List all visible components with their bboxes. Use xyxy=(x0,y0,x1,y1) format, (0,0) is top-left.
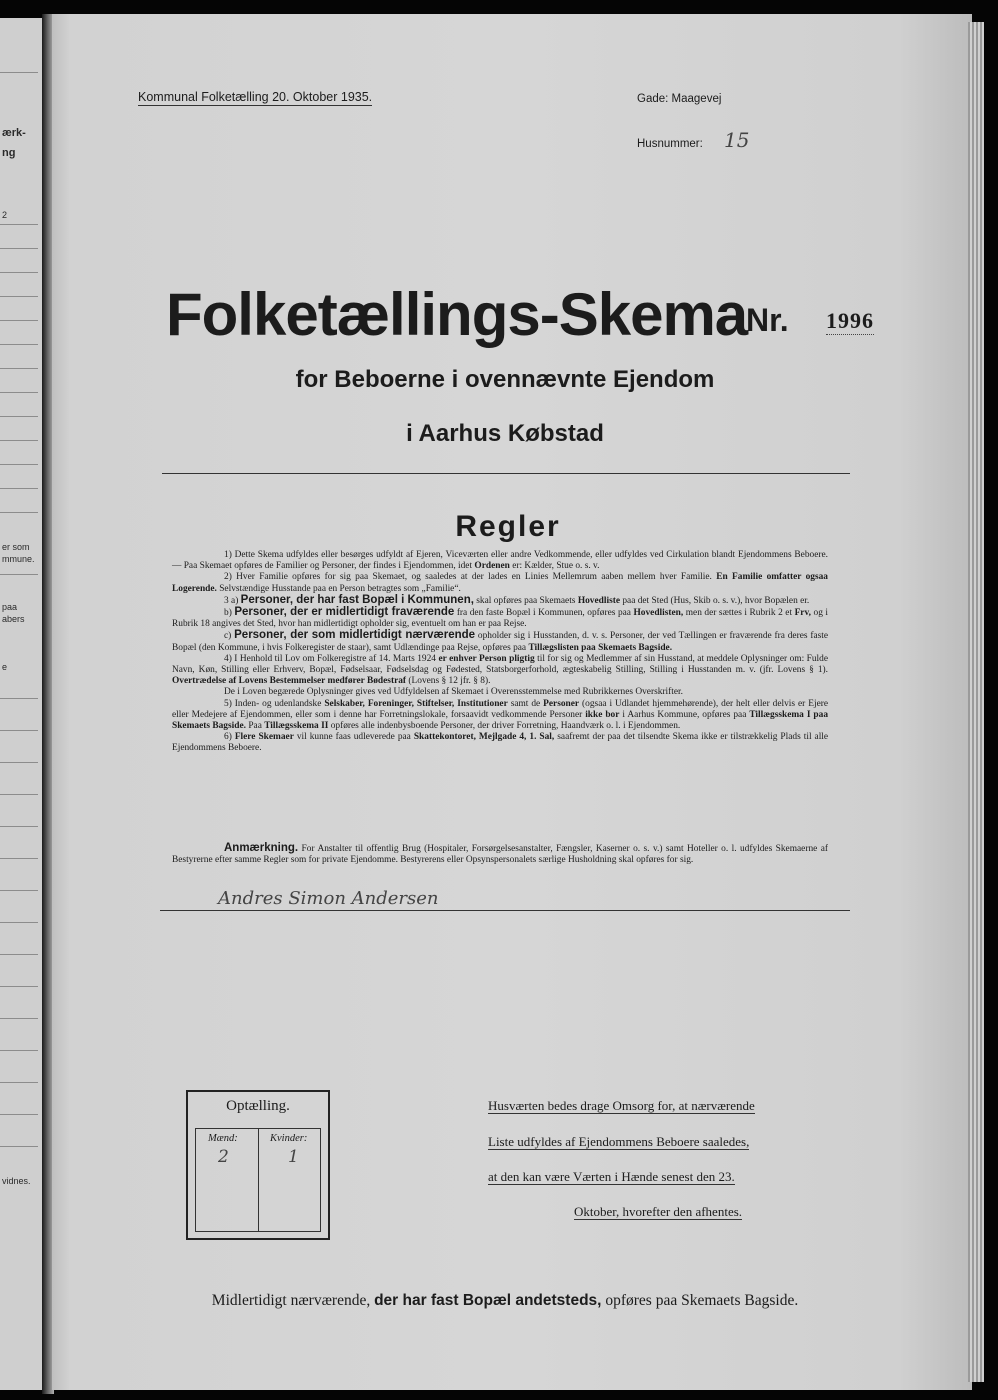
rule-4-note: De i Loven begærede Oplysninger gives ved Udfyldelsen af Skemaet i Overensstemmelse med Rubrikkernes Overskrifter. xyxy=(224,687,683,698)
page-stack-edge xyxy=(968,22,984,1382)
husvaerten-line-3: at den kan være Værten i Hænde senest den 23. xyxy=(488,1169,735,1184)
left-page-edge xyxy=(0,18,42,1390)
gade-label: Gade: xyxy=(637,93,669,105)
subtitle-town: i Aarhus Købstad xyxy=(406,420,604,447)
rule-2: 2) Hver Familie opføres for sig paa Skemaet, og saaledes at der lades en Linies Mellemrum aaben mellem hver Familie. En Familie omfatter ogsaa Logerende. Selvstændige Husstande paa en Person betragtes som „Familie“. xyxy=(172,572,828,594)
left-fragment: ng xyxy=(2,147,16,159)
signature-line xyxy=(160,910,850,911)
left-fragment: e xyxy=(2,662,8,672)
kvinder-count: 1 xyxy=(288,1147,299,1167)
anmaerkning-label: Anmærkning. xyxy=(224,842,299,854)
left-fragment: vidnes. xyxy=(2,1176,31,1186)
form-number: 1996 xyxy=(826,308,874,333)
census-header: Kommunal Folketælling 20. Oktober 1935. xyxy=(138,90,373,104)
gade-value: Maagevej xyxy=(671,93,722,105)
husvaerten-line-4: Oktober, hvorefter den afhentes. xyxy=(573,1204,743,1219)
husnummer-field xyxy=(637,128,749,152)
rule-1: 1) Dette Skema udfyldes eller besørges udfyldt af Ejeren, Viceværten eller andre Vedkommende, eller udfyldes ved Cirkulation blandt Ejendommens Beboere. — Paa Skemaet opføres de Familier og Personer, der findes i Ejendommen, idet Ordenen er: Kælder, Stue o. s. v. xyxy=(172,550,828,572)
form-title: Folketællings-Skema xyxy=(166,281,748,348)
rules-text xyxy=(172,550,828,755)
handwritten-signature: Andres Simon Andersen xyxy=(218,888,439,909)
left-fragment: abers xyxy=(2,614,25,624)
subtitle-residents: for Beboerne i ovennævnte Ejendom xyxy=(295,366,715,393)
husnummer-value: 15 xyxy=(724,128,750,152)
rules-heading: Regler xyxy=(455,510,561,543)
left-fragment: 2 xyxy=(2,210,8,220)
rule-5: 5) Inden- og udenlandske Selskaber, Foreninger, Stiftelser, Institutioner samt de Personer (ogsaa i Udlandet hjemmehørende), der helt eller delvis er Ejere eller Medejere af Ejendommen, eller som i denne har Forretningslokale, forsaavidt vedkommende Personer ikke bor i Aarhus Kommune, opføres paa Tillægsskema I paa Skemaets Bagside. Paa Tillægsskema II opføres alle indenbysboende Personer, der driver Forretning, Haandværk o. l. i Ejendommen. xyxy=(172,698,829,732)
left-fragment: paa xyxy=(2,602,18,612)
kvinder-label: Kvinder: xyxy=(270,1133,308,1144)
optaelling-box xyxy=(186,1090,330,1240)
nr-label: Nr. xyxy=(746,302,789,338)
maend-count: 2 xyxy=(218,1147,229,1167)
husnummer-label: Husnummer: xyxy=(637,138,703,150)
count-table xyxy=(195,1128,321,1232)
rule-4: 4) I Henhold til Lov om Folkeregistre af 14. Marts 1924 er enhver Person pligtig til for sig og Medlemmer af sin Husstand, at meddele Oplysninger om: Fulde Navn, Køn, Stilling eller Erhverv, Bopæl, Fødselsaar, Fødselsdag og Fødested, Statsborgerforhold, ægteskabelig Stilling, Stilling i Husstanden m. v. (jfr. Lovens § 1). Overtrædelse af Lovens Bestemmelser medfører Bødestraf (Lovens § 12 jfr. § 8). xyxy=(172,653,829,687)
rule-3b: b) Personer, der er midlertidigt fraværende fra den faste Bopæl i Kommunen, opføres paa Hovedlisten, men der sættes i Rubrik 2 et Frv, og i Rubrik 18 angives det Sted, hvor han midlertidigt opholder sig, eventuelt om han er paa Rejse. xyxy=(172,606,829,630)
divider xyxy=(162,473,850,474)
husvaerten-line-1: Husværten bedes drage Omsorg for, at nærværende xyxy=(488,1098,755,1113)
anmaerkning-note xyxy=(172,843,828,866)
gade-field xyxy=(637,93,721,105)
left-fragment: er som xyxy=(2,542,30,552)
rule-3c: c) Personer, der som midlertidigt nærværende opholder sig i Husstanden, d. v. s. Personer, der ved Tællingen er fraværende fra deres faste Bopæl (den Kommune, i hvis Folkeregister de staar), samt Udlændinge paa Rejse, opføres paa Tillægslisten paa Skemaets Bagside. xyxy=(172,629,829,653)
optaelling-title: Optælling. xyxy=(226,1098,290,1114)
anmaerkning-text: For Anstalter til offentlig Brug (Hospitaler, Forsørgelsesanstalter, Fængsler, Kaserner o. s. v.) samt Hoteller o. l. udfyldes Skemaerne af Bestyrerne efter samme Regler som for private Ejendomme. Bestyrerens eller Opsynspersonalets særlige Husholdning skal opføres for sig. xyxy=(172,844,829,866)
left-fragment: mmune. xyxy=(2,554,35,564)
rule-6: 6) Flere Skemaer vil kunne faas udleverede paa Skattekontoret, Mejlgade 4, 1. Sal, saafremt der paa det tilsendte Skema ikke er tilstrækkelig Plads til alle Ejendommens Beboere. xyxy=(172,732,829,754)
husvaerten-line-2: Liste udfyldes af Ejendommens Beboere saaledes, xyxy=(488,1134,750,1149)
rule-3a: 3 a) Personer, der har fast Bopæl i Kommunen, skal opføres paa Skemaets Hovedliste paa det Sted (Hus, Skib o. s. v.), hvor Bopælen er. xyxy=(224,593,810,606)
footer-note: Midlertidigt nærværende, der har fast Bopæl andetsteds, opføres paa Skemaets Bagside. xyxy=(211,1292,799,1309)
maend-label: Mænd: xyxy=(208,1133,238,1144)
left-fragment: ærk- xyxy=(2,127,26,139)
